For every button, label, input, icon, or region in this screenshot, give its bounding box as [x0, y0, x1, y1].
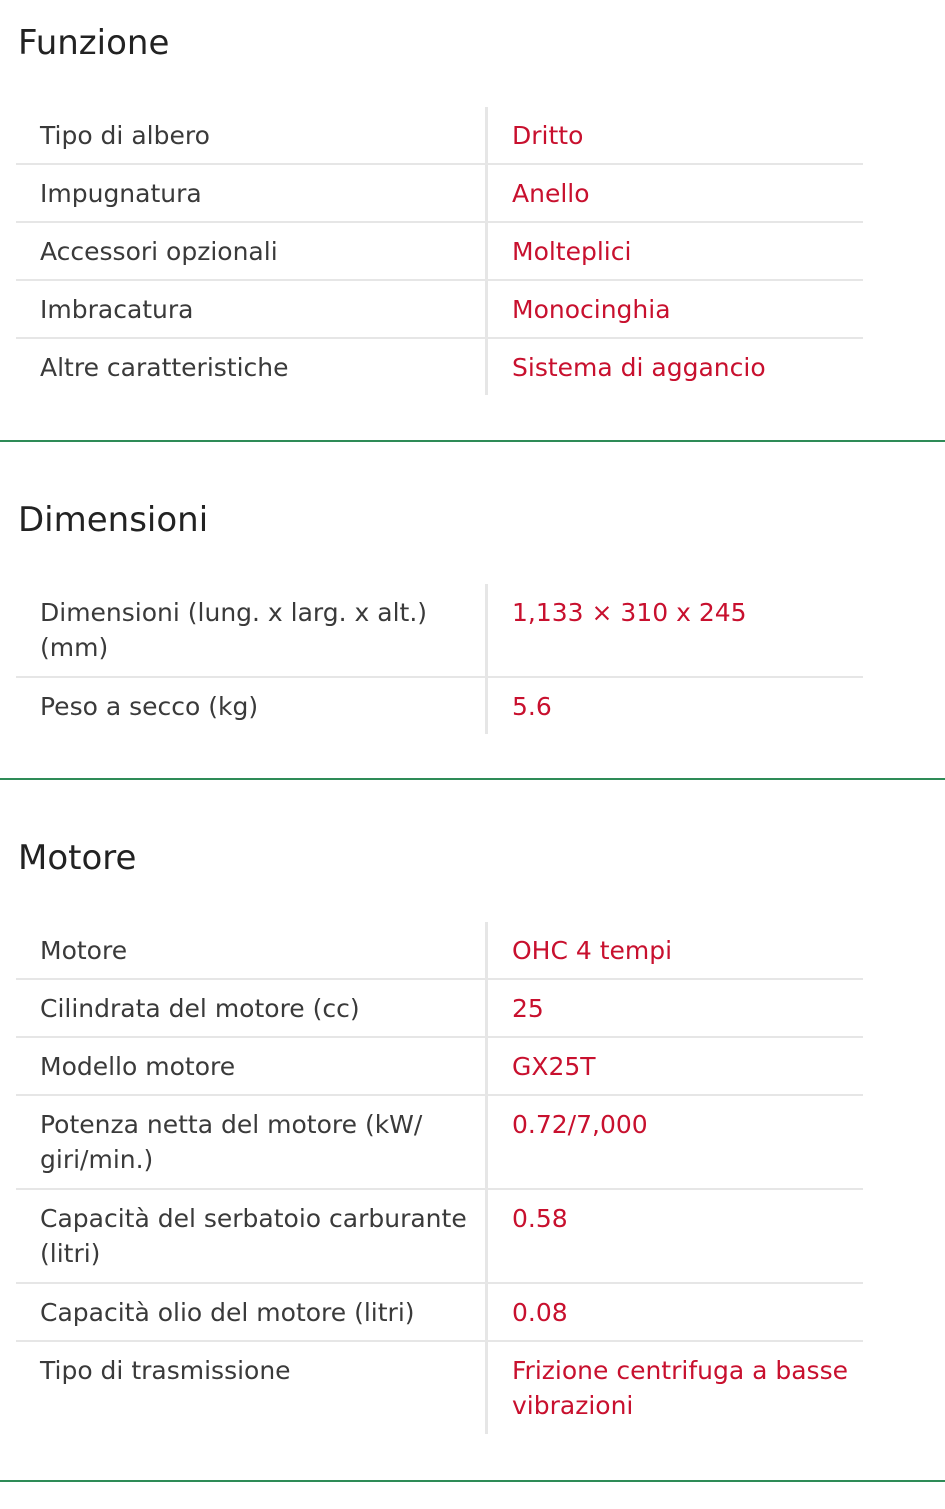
spec-label: Cilindrata del motore (cc) — [16, 980, 488, 1036]
spec-value: Dritto — [512, 121, 584, 150]
spec-label: Tipo di trasmissione — [16, 1342, 488, 1434]
section-dimensioni — [0, 442, 945, 780]
spec-label: Motore — [16, 922, 488, 978]
spec-table — [16, 584, 863, 734]
spec-label: Altre caratteristiche — [16, 339, 488, 395]
table-row — [16, 281, 863, 339]
spec-value: 25 — [512, 994, 544, 1023]
spec-value: Anello — [512, 179, 590, 208]
spec-label: Capacità olio del motore (litri) — [16, 1284, 488, 1340]
spec-label: Imbracatura — [16, 281, 488, 337]
table-row — [16, 922, 863, 980]
section-funzione — [0, 0, 945, 442]
spec-value: Sistema di aggancio — [512, 353, 766, 382]
table-row — [16, 1096, 863, 1190]
table-row — [16, 1342, 863, 1434]
table-row — [16, 980, 863, 1038]
spec-value: 5.6 — [512, 692, 552, 721]
section-title: Motore — [18, 838, 137, 878]
spec-label: Modello motore — [16, 1038, 488, 1094]
section-motore — [0, 780, 945, 1482]
table-row — [16, 223, 863, 281]
table-row — [16, 1284, 863, 1342]
spec-value: 0.72/7,000 — [512, 1110, 648, 1139]
spec-table — [16, 107, 863, 395]
table-row — [16, 1190, 863, 1284]
spec-label: Tipo di albero — [16, 107, 488, 163]
table-row — [16, 584, 863, 678]
spec-value: 0.08 — [512, 1298, 568, 1327]
spec-table — [16, 922, 863, 1434]
spec-value: GX25T — [512, 1052, 596, 1081]
spec-value: OHC 4 tempi — [512, 936, 673, 965]
table-row — [16, 339, 863, 395]
table-row — [16, 1038, 863, 1096]
table-row — [16, 165, 863, 223]
spec-value: Molteplici — [512, 237, 632, 266]
spec-value: Monocinghia — [512, 295, 671, 324]
spec-label: Potenza netta del motore (kW/ giri/min.) — [16, 1096, 488, 1188]
spec-label: Dimensioni (lung. x larg. x alt.) (mm) — [16, 584, 488, 676]
table-row — [16, 107, 863, 165]
spec-label: Peso a secco (kg) — [16, 678, 488, 734]
section-title: Funzione — [18, 23, 170, 63]
section-title: Dimensioni — [18, 500, 209, 540]
spec-value: 0.58 — [512, 1204, 568, 1233]
spec-label: Capacità del serbatoio carburante (litri) — [16, 1190, 488, 1282]
spec-label: Accessori opzionali — [16, 223, 488, 279]
spec-value: 1,133 × 310 x 245 — [512, 598, 747, 627]
spec-value: Frizione centrifuga a basse vibrazioni — [512, 1356, 848, 1420]
table-row — [16, 678, 863, 734]
spec-label: Impugnatura — [16, 165, 488, 221]
